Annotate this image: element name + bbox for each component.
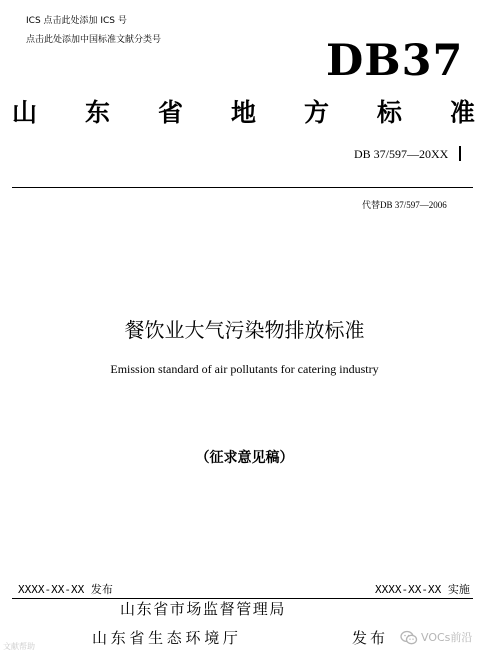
implementation-date: XXXX-XX-XX 实施 [375,583,470,596]
standard-level-char: 地 [230,98,256,127]
watermark-left: 文献帮助 [3,642,35,651]
standard-level-char: 标 [376,98,402,127]
standard-level-char: 方 [303,98,329,127]
issuing-authority-1: 山东省市场监督管理局 [120,600,287,618]
footer-divider [12,598,473,599]
issuing-authority-2: 山东省生态环境厅 [92,629,242,647]
standard-level-char: 省 [157,98,183,127]
header-divider [12,187,473,188]
standard-level-char: 东 [84,98,110,127]
replaces-standard: 代替DB 37/597—2006 [362,200,447,210]
standard-number: DB 37/597—20XX [354,147,449,161]
classification-number-placeholder: 点击此处添加中国标准文献分类号 [26,35,162,45]
standard-logo: DB37 [326,36,464,86]
standard-level-title [12,96,475,130]
publish-label: 发布 [352,629,389,647]
issue-date: XXXX-XX-XX 发布 [18,583,113,596]
draft-status: （征求意见稿） [195,450,294,466]
wechat-icon [400,630,418,646]
watermark-right-label: VOCs前沿 [421,631,473,644]
standard-level-char: 准 [449,98,475,127]
standard-level-char: 山 [12,98,38,127]
document-title-english: Emission standard of air pollutants for catering industry [110,362,379,376]
ics-number-placeholder: ICS 点击此处添加 ICS 号 [26,16,127,26]
document-title-chinese: 餐饮业大气污染物排放标准 [124,318,365,342]
watermark-right [400,630,472,646]
text-cursor [459,146,461,161]
